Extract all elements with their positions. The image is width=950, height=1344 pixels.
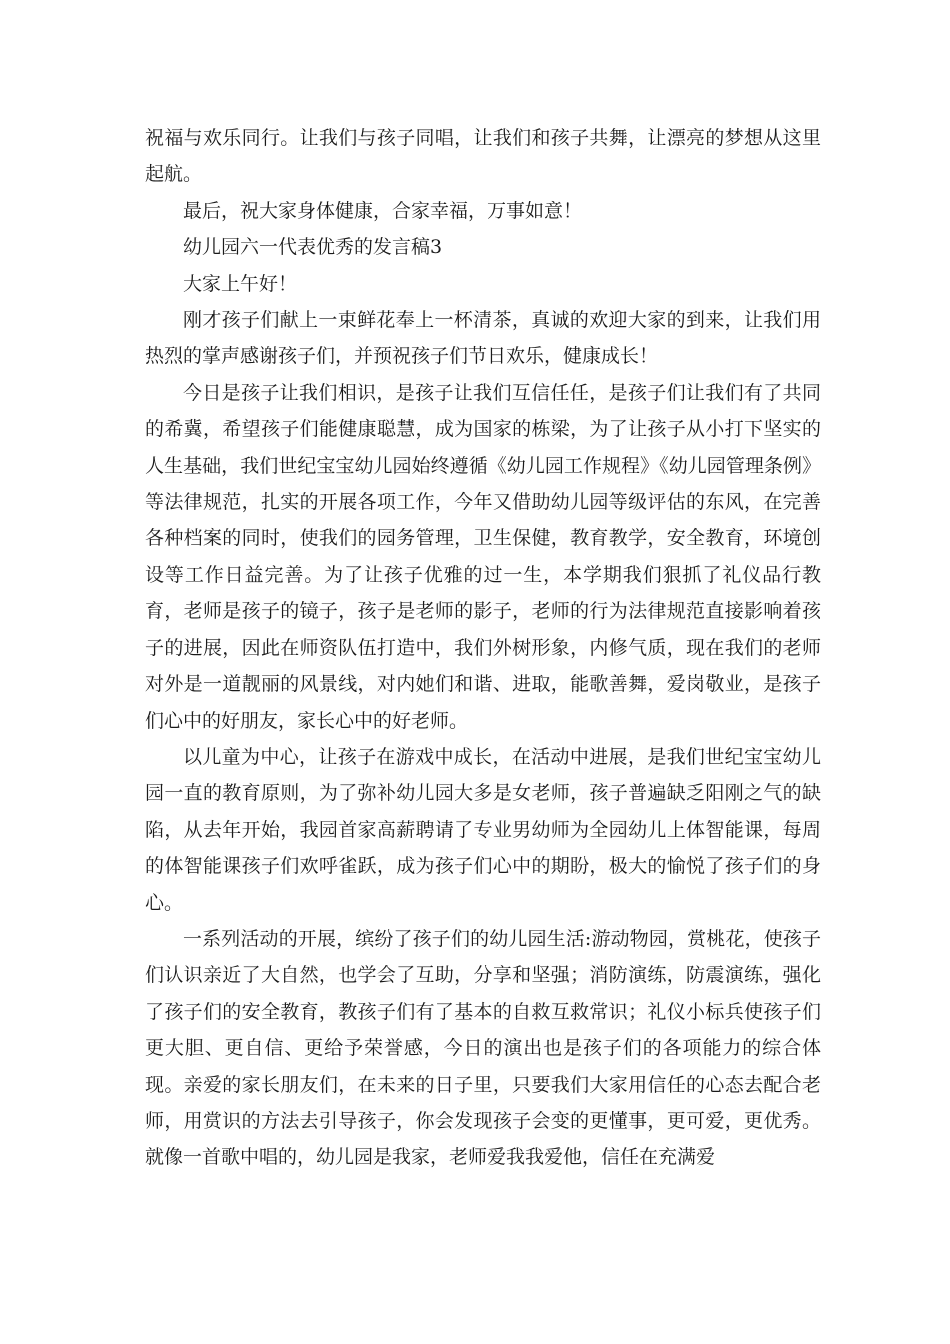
paragraph-continuation: 祝福与欢乐同行。让我们与孩子同唱，让我们和孩子共舞，让漂亮的梦想从这里起航。 bbox=[145, 127, 821, 186]
paragraph-closing-wish: 最后，祝大家身体健康，合家幸福，万事如意！ bbox=[183, 199, 583, 222]
paragraph-greeting: 大家上午好！ bbox=[183, 272, 298, 295]
document-body bbox=[145, 120, 821, 1176]
paragraph-activities: 一系列活动的开展，缤纷了孩子们的幼儿园生活:游动物园，赏桃花，使孩子们认识亲近了大自然，也学会了互助，分享和坚强；消防演练，防震演练，强化了孩子们的安全教育，教孩子们有了基本的自救互救常识；礼仪小标兵使孩子们更大胆、更自信、更给予荣誉感，今日的演出也是孩子们的各项能力的综合体现。亲爱的家长朋友们，在未来的日子里，只要我们大家用信任的心态去配合老师，用赏识的方法去引导孩子，你会发现孩子会变的更懂事，更可爱，更优秀。就像一首歌中唱的，幼儿园是我家，老师爱我我爱他，信任在充满爱 bbox=[145, 927, 821, 1169]
paragraph-welcome: 刚才孩子们献上一束鲜花奉上一杯清茶，真诚的欢迎大家的到来，让我们用热烈的掌声感谢孩子们，并预祝孩子们节日欢乐，健康成长！ bbox=[145, 309, 821, 368]
paragraph-education-principle: 以儿童为中心，让孩子在游戏中成长，在活动中进展，是我们世纪宝宝幼儿园一直的教育原则，为了弥补幼儿园大多是女老师，孩子普遍缺乏阳刚之气的缺陷，从去年开始，我园首家高薪聘请了专业男幼师为全园幼儿上体智能课，每周的体智能课孩子们欢呼雀跃，成为孩子们心中的期盼，极大的愉悦了孩子们的身心。 bbox=[145, 745, 821, 914]
paragraph-school-management: 今日是孩子让我们相识，是孩子让我们互信任任，是孩子们让我们有了共同的希冀，希望孩子们能健康聪慧，成为国家的栋梁，为了让孩子从小打下坚实的人生基础，我们世纪宝宝幼儿园始终遵循《幼儿园工作规程》《幼儿园管理条例》等法律规范，扎实的开展各项工作，今年又借助幼儿园等级评估的东风，在完善各种档案的同时，使我们的园务管理，卫生保健，教育教学，安全教育，环境创设等工作日益完善。为了让孩子优雅的过一生，本学期我们狠抓了礼仪品行教育，老师是孩子的镜子，孩子是老师的影子，老师的行为法律规范直接影响着孩子的进展，因此在师资队伍打造中，我们外树形象，内修气质，现在我们的老师对外是一道靓丽的风景线，对内她们和谐、进取，能歌善舞，爱岗敬业，是孩子们心中的好朋友，家长心中的好老师。 bbox=[145, 381, 821, 732]
section-title: 幼儿园六一代表优秀的发言稿3 bbox=[183, 236, 443, 259]
